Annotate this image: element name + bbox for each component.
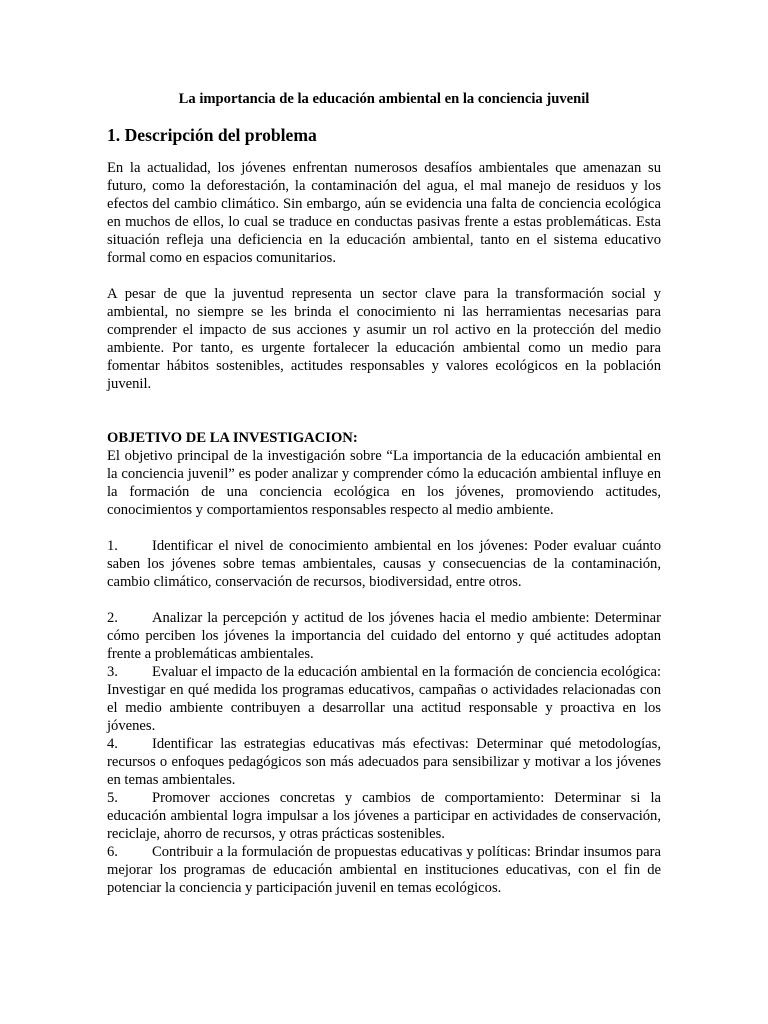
objective-intro: El objetivo principal de la investigación sobre “La importancia de la educación ambiental en la conciencia juvenil” es poder analizar y comprender cómo la educación ambiental influye en la formación de una conciencia ecológica en los jóvenes, promoviendo actitudes, conocimientos y comportamientos responsables respecto al medio ambiente. <box>107 448 661 518</box>
objective-item-3 <box>107 663 661 735</box>
objective-text: Identificar el nivel de conocimiento ambiental en los jóvenes: Poder evaluar cuánto saben los jóvenes sobre temas ambientales, causas y consecuencias de la contaminación, cambio climático, conservación de recursos, biodiversidad, entre otros. <box>107 538 661 590</box>
objective-text: Promover acciones concretas y cambios de comportamiento: Determinar si la educación ambiental logra impulsar a los jóvenes a participar en actividades de conservación, reciclaje, ahorro de recursos, y otras prácticas sostenibles. <box>107 790 661 842</box>
objective-number: 3. <box>107 664 118 680</box>
document-page <box>107 90 661 897</box>
objective-text: Evaluar el impacto de la educación ambiental en la formación de conciencia ecológica: Investigar en qué medida los programas educativos, campañas o actividades relacionadas con el medio ambiente contribuyen a desarrollar una actitud responsable y proactiva en los jóvenes. <box>107 664 661 734</box>
objective-number: 2. <box>107 610 118 626</box>
section-heading: 1. Descripción del problema <box>107 125 317 145</box>
objective-number: 1. <box>107 538 118 554</box>
objective-text: Contribuir a la formulación de propuestas educativas y políticas: Brindar insumos para mejorar los programas de educación ambiental en instituciones educativas, con el fin de potenciar la conciencia y participación juvenil en temas ecológicos. <box>107 844 661 896</box>
objective-heading: OBJETIVO DE LA INVESTIGACION: <box>107 430 358 446</box>
objective-number: 4. <box>107 736 118 752</box>
objective-item-2 <box>107 609 661 663</box>
document-title: La importancia de la educación ambiental en la conciencia juvenil <box>178 91 590 107</box>
objective-number: 6. <box>107 844 118 860</box>
paragraph-1: En la actualidad, los jóvenes enfrentan numerosos desafíos ambientales que amenazan su futuro, como la deforestación, la contaminación del agua, el mal manejo de residuos y los efectos del cambio climático. Sin embargo, aún se evidencia una falta de conciencia ecológica en muchos de ellos, lo cual se traduce en conductas pasivas frente a estas problemáticas. Esta situación refleja una deficiencia en la educación ambiental, tanto en el sistema educativo formal como en espacios comunitarios. <box>107 160 661 266</box>
blank-line <box>107 591 661 609</box>
objective-item-4 <box>107 735 661 789</box>
paragraph-2: A pesar de que la juventud representa un sector clave para la transformación social y ambiental, no siempre se les brinda el conocimiento ni las herramientas necesarias para comprender el impacto de sus acciones y asumir un rol activo en la protección del medio ambiente. Por tanto, es urgente fortalecer la educación ambiental como un medio para fomentar hábitos sostenibles, actitudes responsables y valores ecológicos en la población juvenil. <box>107 286 661 392</box>
blank-line <box>107 411 661 429</box>
objective-item-5 <box>107 789 661 843</box>
objective-number: 5. <box>107 790 118 806</box>
objective-item-1 <box>107 537 661 591</box>
objective-item-6 <box>107 843 661 897</box>
objective-text: Analizar la percepción y actitud de los jóvenes hacia el medio ambiente: Determinar cómo perciben los jóvenes la importancia del cuidado del entorno y qué actitudes adoptan frente a problemáticas ambientales. <box>107 610 661 662</box>
objective-text: Identificar las estrategias educativas más efectivas: Determinar qué metodologías, recursos o enfoques pedagógicos son más adecuados para sensibilizar y motivar a los jóvenes en temas ambientales. <box>107 736 661 788</box>
